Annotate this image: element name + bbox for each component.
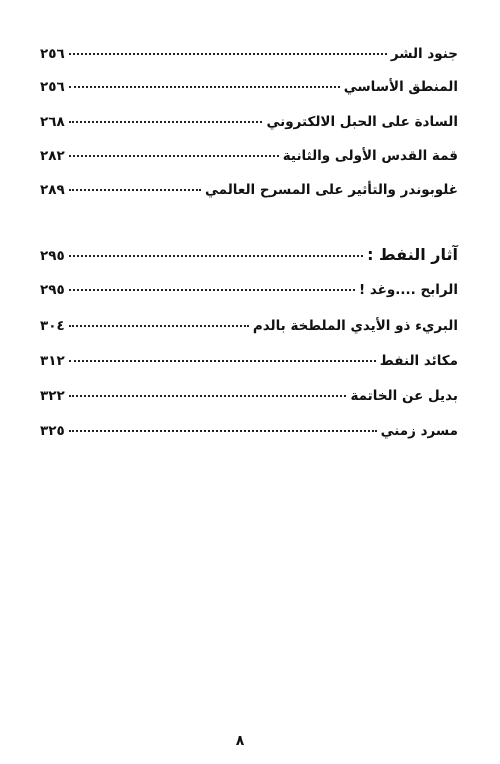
toc-entry bbox=[40, 353, 458, 375]
toc-entry bbox=[40, 282, 458, 304]
toc-entry-page: ٣٢٢ bbox=[40, 388, 65, 404]
toc-entry bbox=[40, 182, 458, 204]
toc-entry bbox=[40, 423, 458, 445]
toc-leader-dots bbox=[69, 325, 249, 327]
toc-entry-page: ٣١٢ bbox=[40, 353, 65, 369]
page-number: ٨ bbox=[235, 733, 245, 749]
toc-leader-dots bbox=[69, 155, 279, 157]
toc-leader-dots bbox=[69, 53, 387, 55]
toc-entry-title: مسرد زمني bbox=[380, 423, 458, 439]
toc-entry-page: ٢٦٨ bbox=[40, 114, 65, 130]
toc-entry bbox=[40, 46, 458, 68]
toc-leader-dots bbox=[69, 255, 363, 257]
toc-entry-title: قمة القدس الأولى والثانية bbox=[282, 148, 458, 164]
toc-entry-title: جنود الشر bbox=[390, 46, 458, 62]
toc-leader-dots bbox=[69, 395, 347, 397]
toc-entry-title: البريء ذو الأيدي الملطخة بالدم bbox=[252, 318, 458, 334]
toc-entry bbox=[40, 388, 458, 410]
toc-leader-dots bbox=[69, 360, 376, 362]
toc-leader-dots bbox=[69, 86, 340, 88]
toc-entry-page: ٣٠٤ bbox=[40, 318, 65, 334]
toc-entry bbox=[40, 148, 458, 170]
toc-entry-page: ٢٥٦ bbox=[40, 79, 65, 95]
toc-entry bbox=[40, 318, 458, 340]
toc-heading-title: آثار النفط : bbox=[367, 245, 458, 264]
toc-leader-dots bbox=[69, 430, 377, 432]
toc-entry-title: الرابح ....وغد ! bbox=[358, 282, 458, 298]
toc-entry-title: غلوبوندر والتأثير على المسرح العالمي bbox=[205, 182, 458, 198]
toc-entry bbox=[40, 114, 458, 136]
toc-leader-dots bbox=[69, 121, 263, 123]
toc-entry-page: ٣٢٥ bbox=[40, 423, 65, 439]
toc-leader-dots bbox=[69, 289, 355, 291]
toc-entry-page: ٢٩٥ bbox=[40, 282, 65, 298]
toc-entry-title: المنطق الأساسي bbox=[343, 79, 458, 95]
toc-entry-page: ٢٨٩ bbox=[40, 182, 65, 198]
toc-entry-title: مكائد النفط bbox=[379, 353, 458, 369]
toc-entry-page: ٢٩٥ bbox=[40, 248, 65, 264]
toc-entry-title: السادة على الحبل الالكتروني bbox=[266, 114, 458, 130]
toc-leader-dots bbox=[69, 189, 201, 191]
toc-section-heading bbox=[40, 245, 458, 267]
toc-entry bbox=[40, 79, 458, 101]
toc-entry-page: ٢٨٢ bbox=[40, 148, 65, 164]
toc-entry-page: ٢٥٦ bbox=[40, 46, 65, 62]
toc-entry-title: بديل عن الخاتمة bbox=[350, 388, 458, 404]
